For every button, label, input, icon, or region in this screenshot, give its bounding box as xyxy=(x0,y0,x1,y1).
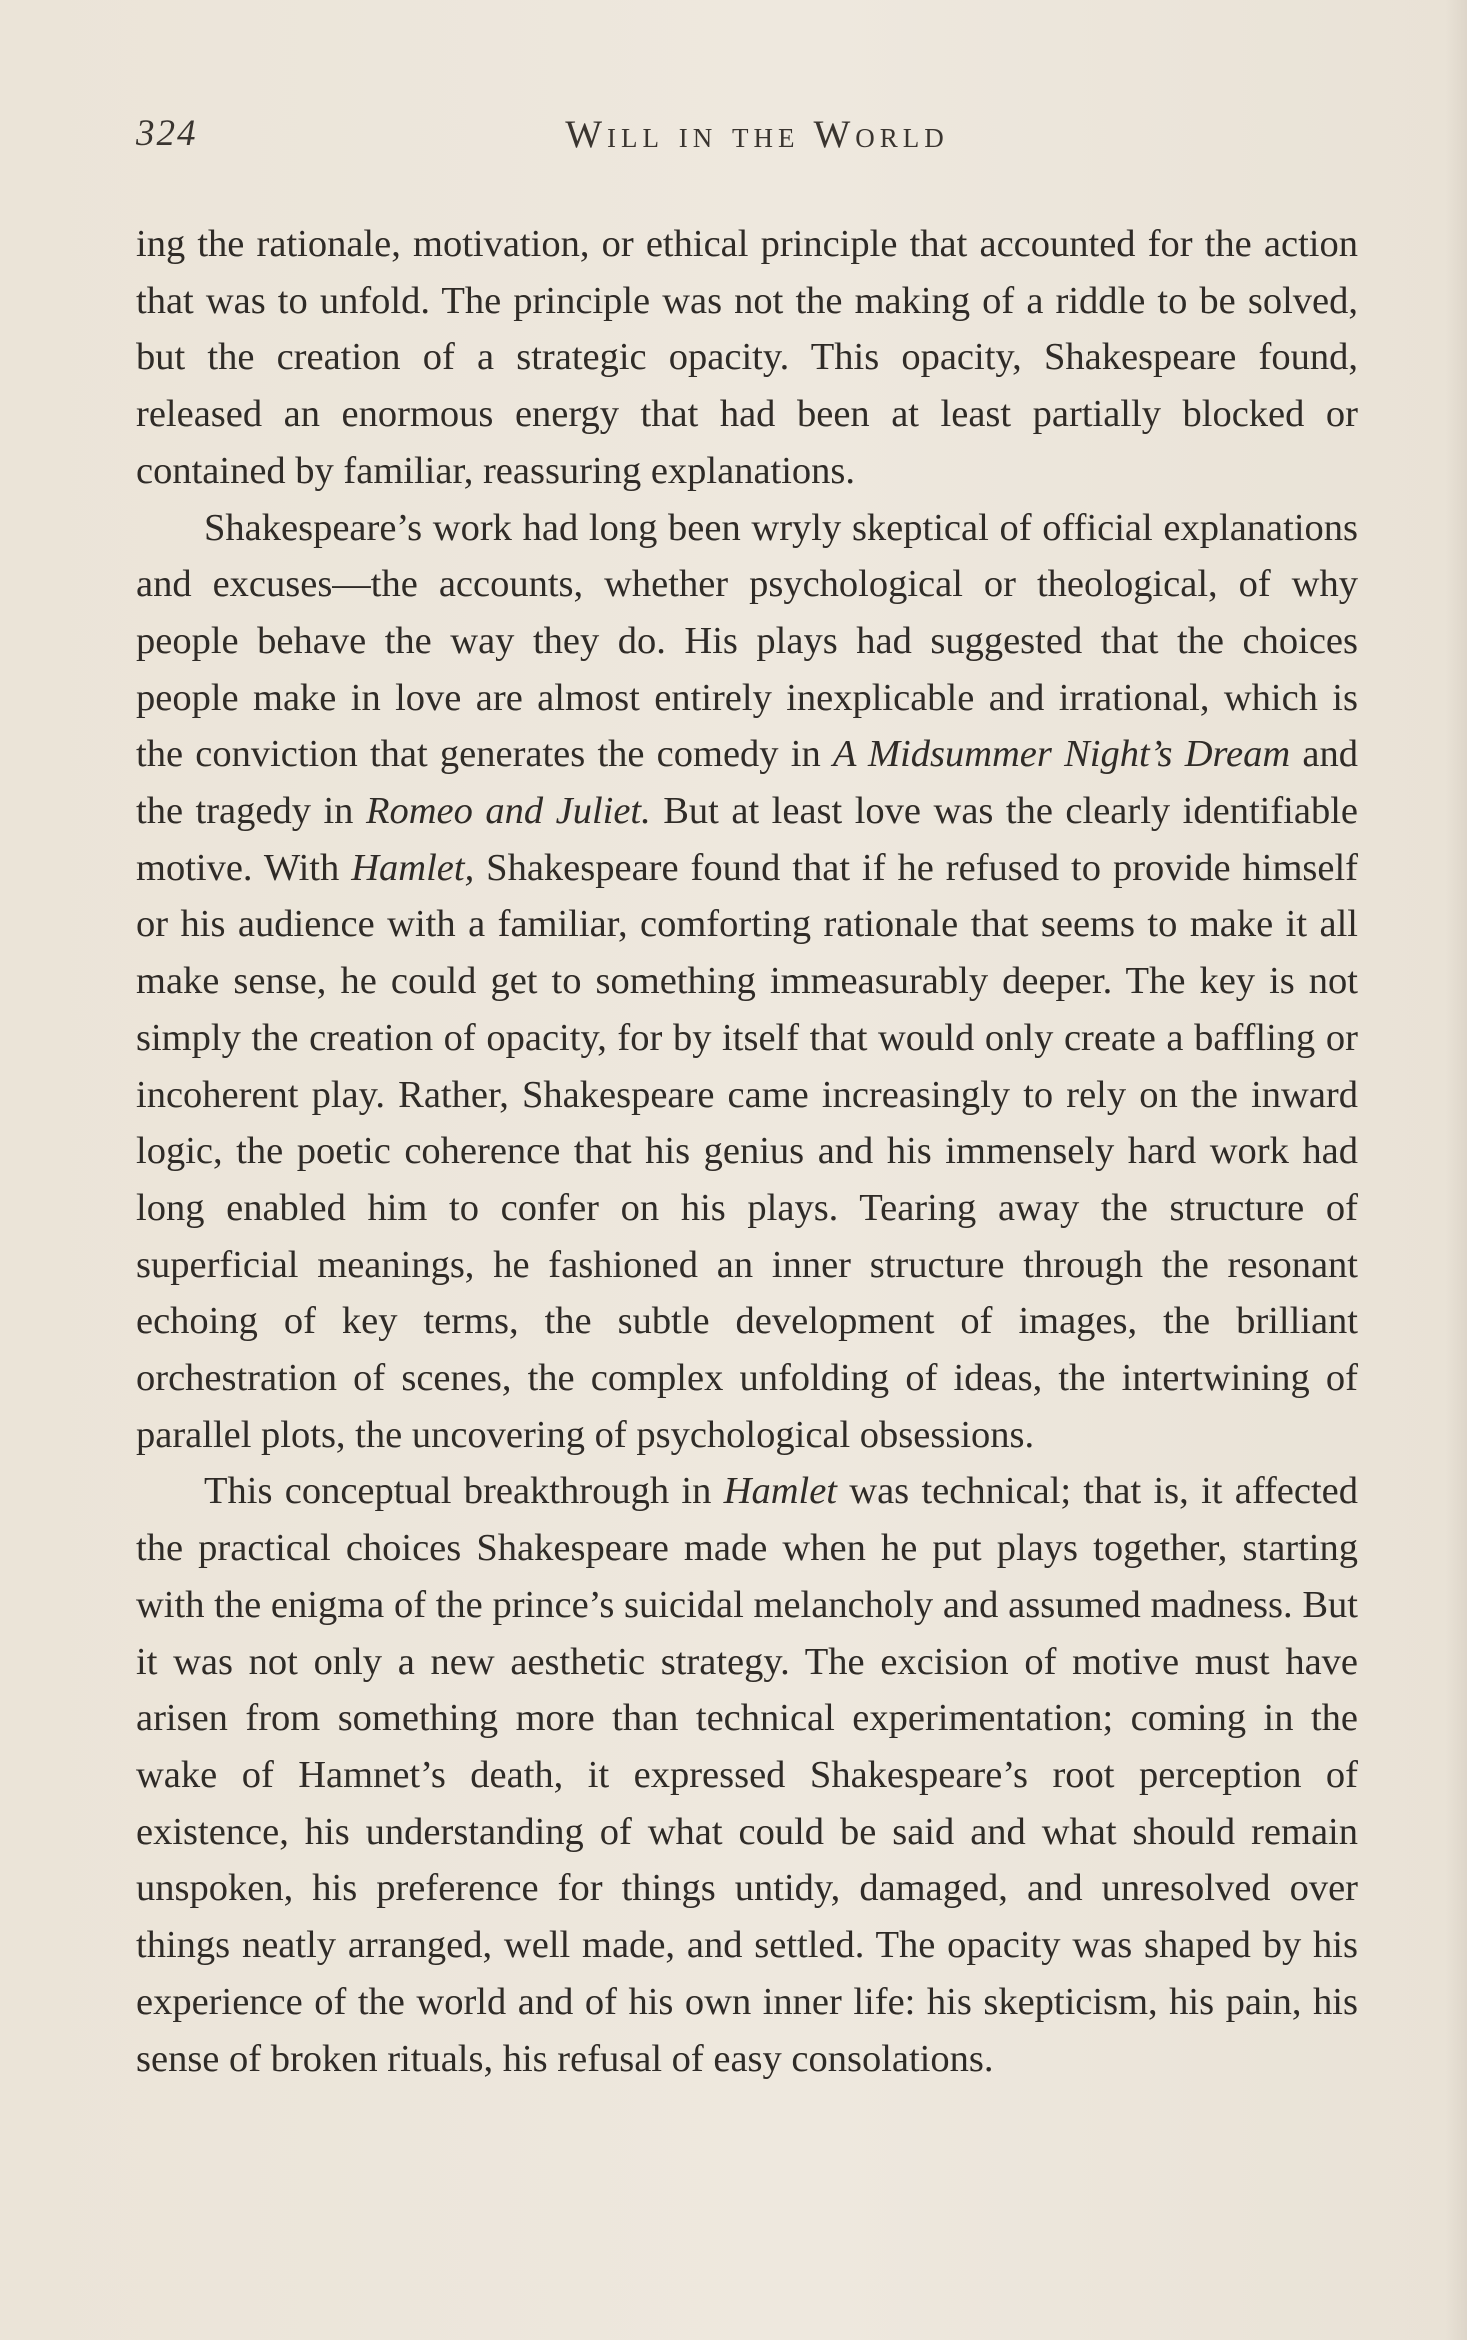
body-text xyxy=(136,216,1358,2087)
title-hamlet: Hamlet, xyxy=(351,846,475,889)
page-edge-shadow xyxy=(1445,0,1467,2340)
page-number: 324 xyxy=(136,113,198,154)
paragraph-2-text: But at least love was the clearly identifiable motive. With xyxy=(136,790,1358,889)
book-title: Will in the World xyxy=(565,113,949,156)
paragraph-2-text: Shakespeare’s work had long been wryly skeptical of official explanations and excuses—the accounts, whether psychological or theological, of why people behave the way they do. His plays had suggested that the choices people make in love are almost entirely inexplicable and irrational, which is the conviction that generates the comedy in xyxy=(136,506,1358,776)
title-romeo-and-juliet: Romeo and Juliet. xyxy=(365,790,651,833)
paragraph-3-text: was technical; that is, it affected the practical choices Shakespeare made when he put plays together, starting with the enigma of the prince’s suicidal melancholy and assumed madness. But it was not only a new aesthetic strategy. The excision of motive must have arisen from something more than technical experimentation; coming in the wake of Hamnet’s death, it expressed Shakespeare’s root perception of existence, his understanding of what could be said and what should remain unspoken, his preference for things untidy, damaged, and unresolved over things neatly arranged, well made, and settled. The opacity was shaped by his experience of the world and of his own inner life: his skepticism, his pain, his sense of broken rituals, his refusal of easy consolations. xyxy=(136,1470,1359,2080)
paragraph-3 xyxy=(136,1463,1358,2087)
paragraph-2 xyxy=(136,500,1358,1464)
paragraph-1: ing the rationale, motivation, or ethical principle that accounted for the action that was to unfold. The principle was not the making of a riddle to be solved, but the creation of a strategic opacity. This opacity, Shakespeare found, released an enormous energy that had been at least partially blocked or contained by familiar, reassuring explanations. xyxy=(136,223,1358,492)
title-hamlet: Hamlet xyxy=(723,1470,837,1513)
running-head xyxy=(136,112,1358,162)
title-midsummer-nights-dream: A Midsummer Night’s Dream xyxy=(832,733,1291,776)
paragraph-3-text: This conceptual breakthrough in xyxy=(204,1470,724,1513)
paragraph-2-text: and the tragedy in xyxy=(136,733,1358,833)
paragraph-2-text: Shakespeare found that if he refused to provide himself or his audience with a familiar, comforting rationale that seems to make it all make sense, he could get to something immeasurably deeper. The key is not simply the creation of opacity, for by itself that would only create a baffling or incoherent play. Rather, Shakespeare came increasingly to rely on the inward logic, the poetic coherence that his genius and his immensely hard work had long enabled him to confer on his plays. Tearing away the structure of superficial meanings, he fashioned an inner structure through the resonant echoing of key terms, the subtle development of images, the brilliant orchestration of scenes, the complex unfolding of ideas, the intertwining of parallel plots, the uncovering of psychological obsessions. xyxy=(136,846,1359,1456)
